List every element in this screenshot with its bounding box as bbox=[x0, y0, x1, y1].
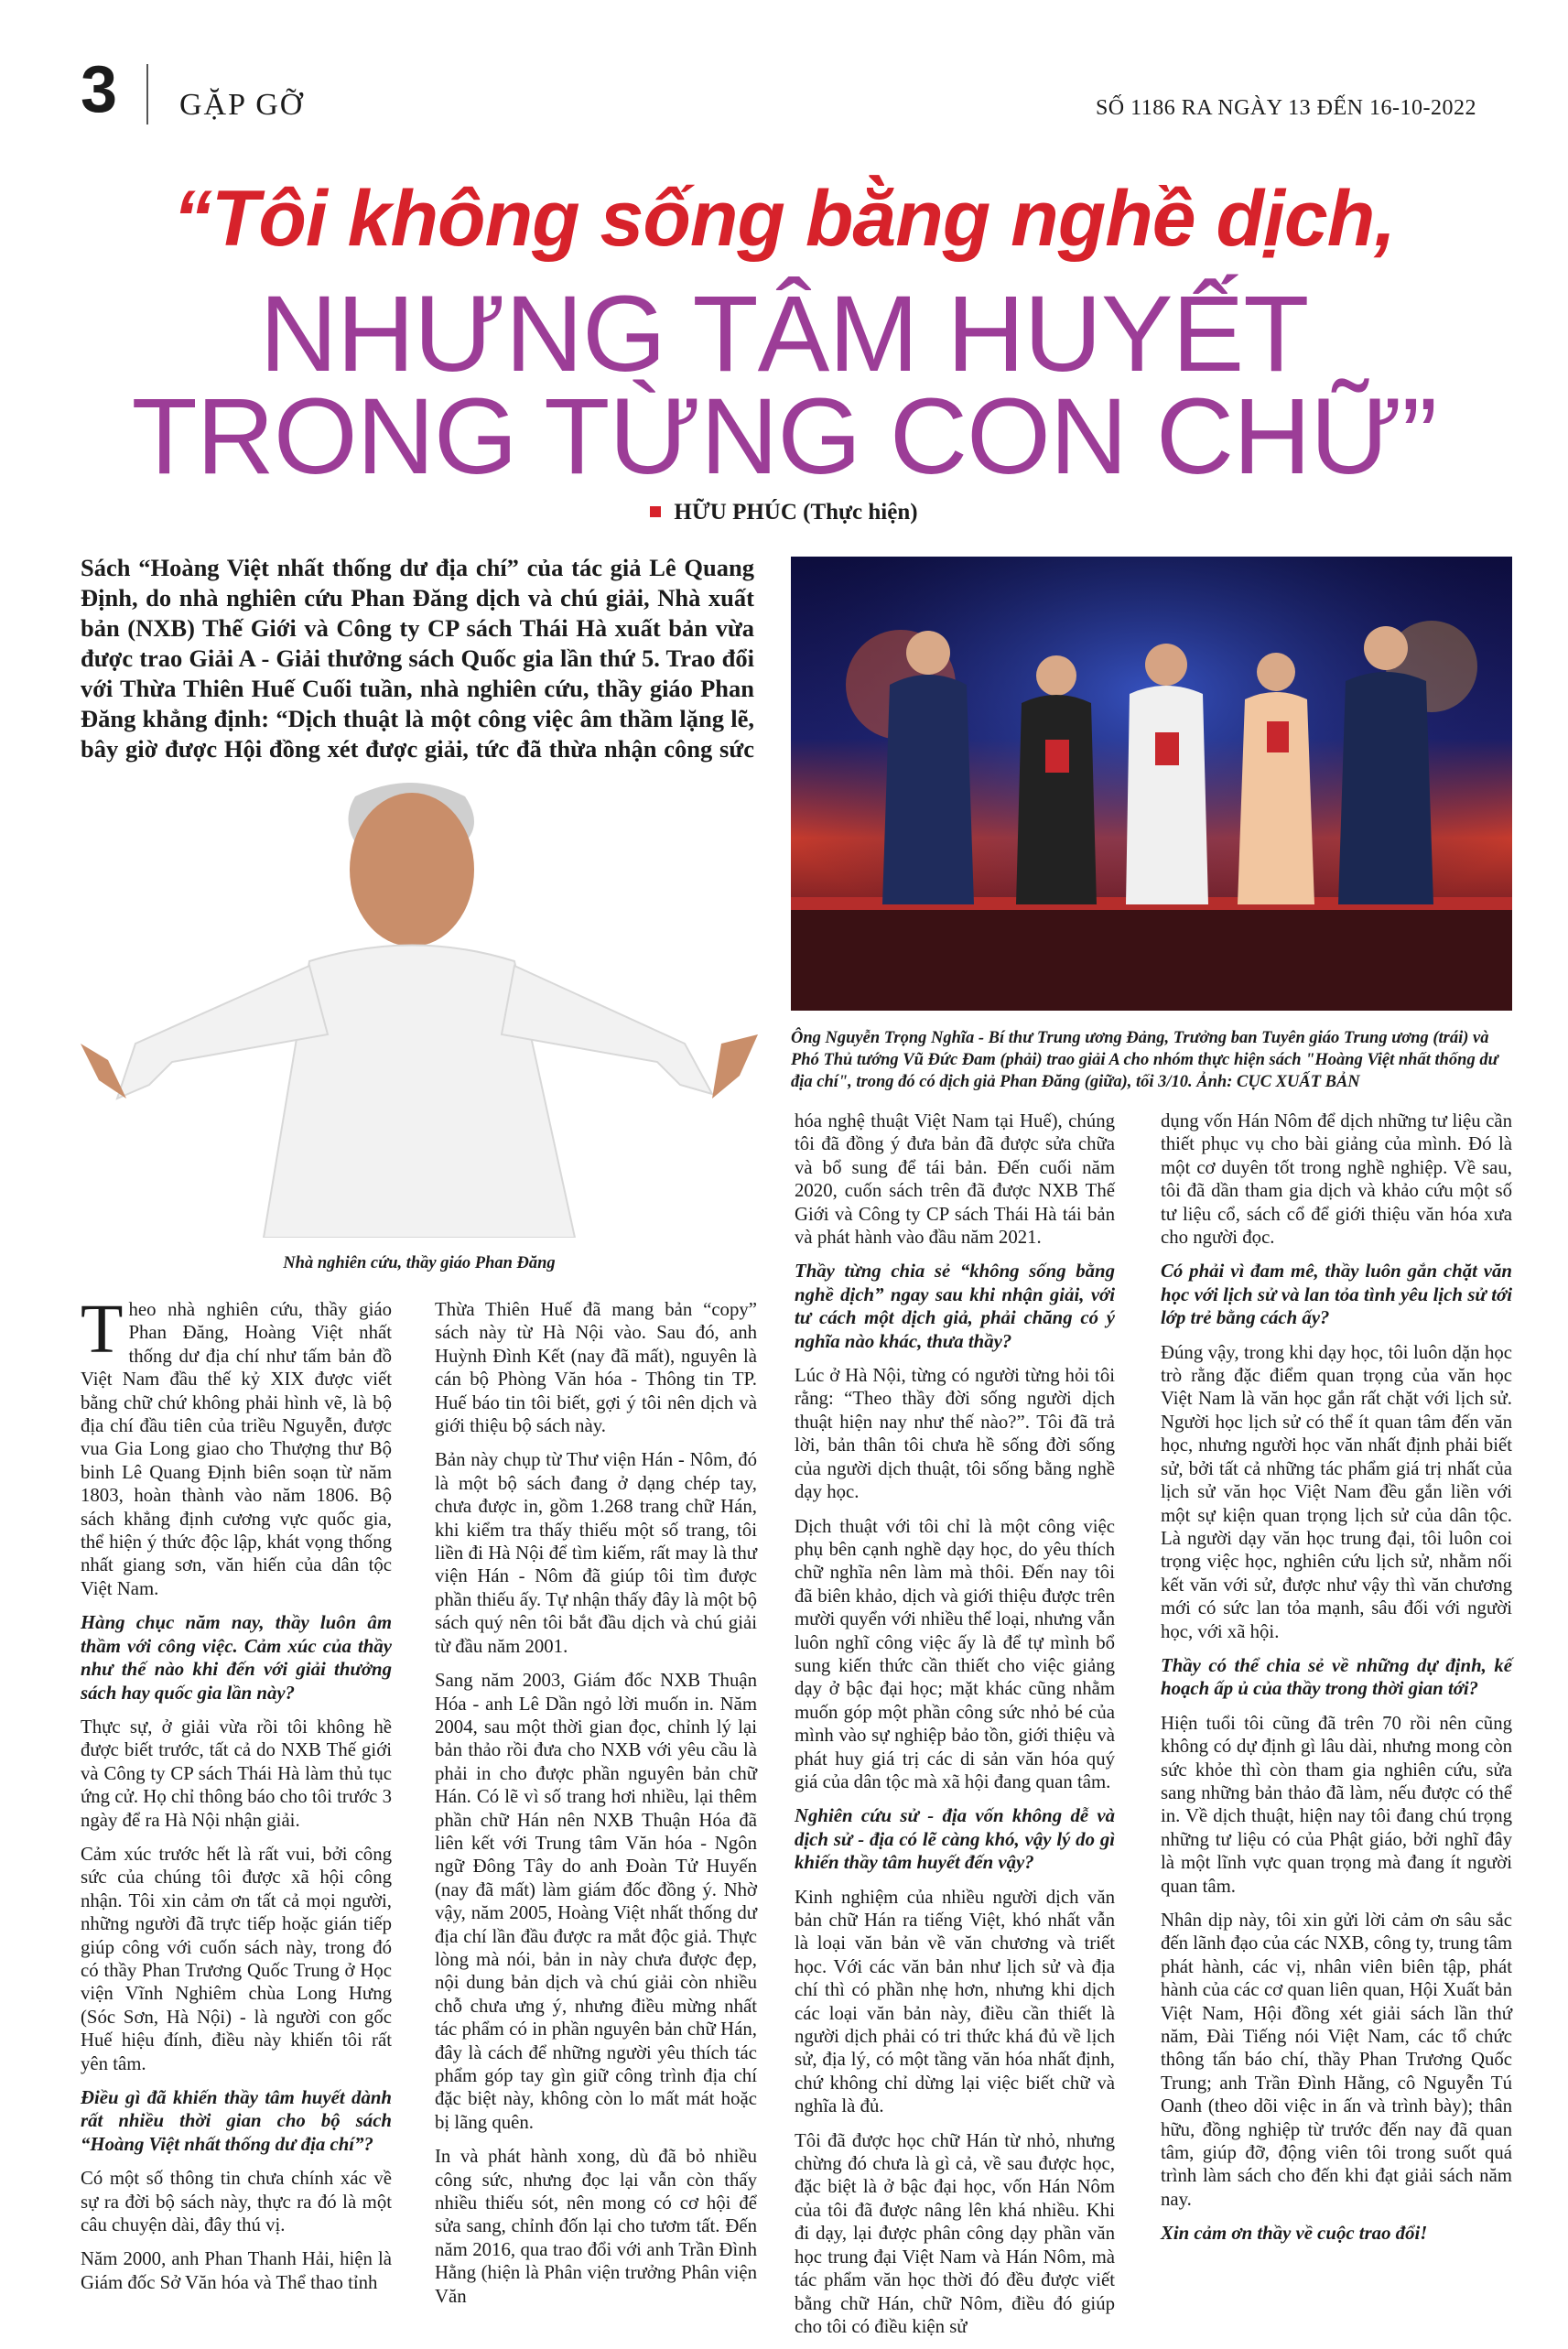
paragraph: Tôi đã được học chữ Hán từ nhỏ, nhưng chừng đó chưa là gì cả, về sau được học, đặc biệt là ở bậc đại học, vốn Hán Nôm của tôi đã được nâng lên khá nhiều. Khi đi dạy, lại được phân công dạy phần văn học trung đại Việt Nam và Hán Nôm, mà tác phẩm văn học thời đó đều được viết bằng chữ Hán, chữ Nôm, điều đó giúp cho tôi có điều kiện sử bbox=[795, 2129, 1115, 2337]
interview-question: Thầy có thể chia sẻ về những dự định, kế hoạch ấp ủ của thầy trong thời gian tới? bbox=[1161, 1654, 1512, 1700]
byline-text: HỮU PHÚC (Thực hiện) bbox=[674, 500, 918, 525]
interview-question: Có phải vì đam mê, thầy luôn gắn chặt văn học với lịch sử và lan tỏa tình yêu lịch sử tới lớp trẻ bằng cách ấy? bbox=[1161, 1261, 1512, 1329]
paragraph: Nhân dịp này, tôi xin gửi lời cảm ơn sâu sắc đến lãnh đạo của các NXB, công ty, trung tâm phát hành, các vị, nhân viên biên tập, phát hành của các cơ quan liên quan, Hội Xuất bản Việt Nam, Hội đồng xét giải sách lần thứ năm, Đài Tiếng nói Việt Nam, các tổ chức thông tấn báo chí, thầy Phan Trương Quốc Trung; anh Trần Đình Hằng, cô Nguyễn Tú Oanh (theo dõi việc in ấn và trình bày); thân hữu, đồng nghiệp từ trước đến nay đã quan tâm, giúp đỡ, động viên tôi trong suốt quá trình làm sách cho đến khi đạt giải sách năm nay. bbox=[1161, 1910, 1512, 2210]
paragraph: Thực sự, ở giải vừa rồi tôi không hề được biết trước, tất cả do NXB Thế giới và Công ty CP sách Thái Hà làm thủ tục ứng cử. Họ chỉ thông báo cho tôi trước 3 ngày để ra Hà Nội nhận giải. bbox=[81, 1716, 392, 1831]
closing-line: Xin cảm ơn thầy về cuộc trao đổi! bbox=[1161, 2223, 1428, 2245]
paragraph: Kinh nghiệm của nhiều người dịch văn bản chữ Hán ra tiếng Việt, khó nhất vẫn là loại văn bản về văn chương và triết học. Với các văn bản như lịch sử và địa chí thì có phần nhẹ hơn, nhưng khi dịch các loại văn bản này, điều cần thiết là người dịch phải có tri thức khá đủ về lịch sử, địa lý, có một tầng văn hóa nhất định, chứ không chỉ dừng lại việc biết chữ và nghĩa là đủ. bbox=[795, 1886, 1115, 2117]
portrait-photo bbox=[81, 769, 758, 1238]
byline bbox=[0, 500, 1568, 525]
award-ceremony-illustration bbox=[791, 557, 1512, 1011]
lead-paragraph: Sách “Hoàng Việt nhất thống dư địa chí” của tác giả Lê Quang Định, do nhà nghiên cứu Phan Đăng dịch và chú giải, Nhà xuất bản (NXB) Thế Giới và Công ty CP sách Thái Hà xuất bản vừa được trao Giải A - Giải thưởng sách Quốc gia lần thứ 5. Trao đổi với Thừa Thiên Huế Cuối tuần, nhà nghiên cứu, thầy giáo Phan Đăng khẳng định: “Dịch thuật là một công việc âm thầm lặng lẽ, bây giờ được Hội đồng xét được giải, tức đã thừa nhận công sức bbox=[81, 554, 754, 763]
interview-question: Hàng chục năm nay, thầy luôn âm thầm với công việc. Cảm xúc của thầy như thế nào khi đến với giải thưởng sách hay quốc gia lần này? bbox=[81, 1612, 392, 1704]
headline-line-3: TRONG TỪNG CON CHỮ” bbox=[131, 376, 1437, 497]
paragraph: In và phát hành xong, dù đã bỏ nhiều công sức, nhưng đọc lại vẫn còn thấy nhiều thiếu sót, nên mong có cơ hội để sửa sang, chỉnh đốn lại cho tươm tất. Đến năm 2016, qua trao đổi với anh Trần Đình Hằng (hiện là Phân viện trưởng Phân viện Văn bbox=[435, 2146, 757, 2307]
headline-line-2: NHƯNG TÂM HUYẾT bbox=[259, 274, 1309, 395]
award-photo-caption: Ông Nguyễn Trọng Nghĩa - Bí thư Trung ương Đảng, Trưởng ban Tuyên giáo Trung ương (trái) và Phó Thủ tướng Vũ Đức Đam (phải) trao giải A cho nhóm thực hiện sách "Hoàng Việt nhất thống dư địa chí", trong đó có dịch giả Phan Đăng (giữa), tối 3/10. Ảnh: CỤC XUẤT BẢN bbox=[791, 1029, 1498, 1091]
drop-cap: T bbox=[81, 1291, 124, 1368]
paragraph: Thừa Thiên Huế đã mang bản “copy” sách này từ Hà Nội vào. Sau đó, anh Huỳnh Đình Kết (nay đã mất), nguyên là cán bộ Phòng Văn hóa - Thông tin TP. Huế báo tin tôi biết, gợi ý tôi nên dịch và giới thiệu bộ sách này. bbox=[435, 1299, 757, 1437]
paragraph: Theo nhà nghiên cứu, thầy giáo Phan Đăng, Hoàng Việt nhất thống dư địa chí như tấm bản đồ Việt Nam đầu thế kỷ XIX được viết bằng chữ chứ không phải hình vẽ, là bộ địa chí đầu tiên của triều Nguyễn, được vua Gia Long giao cho Thượng thư Bộ binh Lê Quang Định biên soạn từ năm 1803, hoàn thành vào năm 1806. Bộ sách khẳng định cương vực quốc gia, thể hiện ý thức độc lập, khát vọng thống nhất giang sơn, văn hiến của dân tộc Việt Nam. bbox=[81, 1291, 392, 1599]
interview-question: Điều gì đã khiến thầy tâm huyết dành rất nhiều thời gian cho bộ sách “Hoàng Việt nhất thống dư địa chí”? bbox=[81, 2087, 392, 2155]
paragraph: Sang năm 2003, Giám đốc NXB Thuận Hóa - anh Lê Dần ngỏ lời muốn in. Năm 2004, sau một thời gian đọc, chỉnh lý lại bản thảo rồi đưa cho NXB với yêu cầu là phải in cho được phần nguyên bản chữ Hán. Có lẽ vì số trang hơi nhiều, lại thêm phần chữ Hán nên NXB Thuận Hóa đã liên kết với Trung tâm Văn hóa - Ngôn ngữ Đông Tây do anh Đoàn Tử Huyến (nay đã mất) làm giám đốc đồng ý. Nhờ vậy, năm 2005, Hoàng Việt nhất thống dư địa chí lần đầu được ra mắt độc giả. Thực lòng mà nói, bản in này chưa được đẹp, nội dung bản dịch và chú giải còn nhiều chỗ chưa ưng ý, nhưng điều mừng nhất tác phẩm có in phần nguyên bản chữ Hán, đây là cách để những người yêu thích tác phẩm góp tay gìn giữ công trình địa chí đặc biệt này, không còn lo mất mát hoặc bị lãng quên. bbox=[435, 1670, 757, 2133]
paragraph: Cảm xúc trước hết là rất vui, bởi công sức của chúng tôi được xã hội công nhận. Tôi xin cảm ơn tất cả mọi người, những người đã trực tiếp hoặc gián tiếp giúp công với cuốn sách này, trong đó có thầy Phan Trương Quốc Trung ở Học viện Vĩnh Nghiêm chùa Long Hưng (Sóc Sơn, Hà Nội) - là người con gốc Huế hiệu đính, điều này khiến tôi rất yên tâm. bbox=[81, 1843, 392, 2074]
paragraph: Bản này chụp từ Thư viện Hán - Nôm, đó là một bộ sách đang ở dạng chép tay, chưa được in, gồm 1.268 trang chữ Hán, khi kiểm tra thấy thiếu một số trang, tôi liền đi Hà Nội để tìm kiếm, rất may là thư viện Hán - Nôm đã giúp tôi tìm được phần thiếu ấy. Tự nhận thấy đây là một bộ sách quý nên tôi bắt đầu dịch và chú giải từ đầu năm 2001. bbox=[435, 1449, 757, 1657]
article-column-2 bbox=[435, 1298, 757, 2319]
headline-line-1: “Tôi không sống bằng nghề dịch, bbox=[172, 175, 1396, 263]
portrait-caption: Nhà nghiên cứu, thầy giáo Phan Đăng bbox=[283, 1254, 556, 1272]
award-ceremony-photo bbox=[791, 557, 1512, 1011]
portrait-illustration bbox=[81, 769, 758, 1238]
article-column-3 bbox=[795, 1110, 1115, 2349]
interview-question: Nghiên cứu sử - địa vốn không dễ và dịch sử - địa có lẽ càng khó, vậy lý do gì khiến thầy tâm huyết đến vậy? bbox=[795, 1805, 1115, 1874]
issue-info: SỐ 1186 RA NGÀY 13 ĐẾN 16-10-2022 bbox=[1095, 96, 1476, 120]
paragraph: Đúng vậy, trong khi dạy học, tôi luôn dặn học trò rằng đặc điểm quan trọng của văn học Việt Nam là văn học gắn rất chặt với lịch sử. Người học lịch sử có thể ít quan tâm đến văn học, nhưng người học văn nhất định phải biết sử, bởi tất cả những tác phẩm giá trị nhất của lịch sử văn học Việt Nam đều gắn liền với một sự kiện quan trọng lịch sử của dân tộc. Là người dạy văn học trung đại, tôi luôn coi trọng việc học, nghiên cứu lịch sử, nhằm nối kết văn với sử, được như vậy thì văn chương mới có sức lan tỏa mạnh, sâu đối với người học, với xã hội. bbox=[1161, 1341, 1512, 1642]
paragraph: dụng vốn Hán Nôm để dịch những tư liệu cần thiết phục vụ cho bài giảng của mình. Đó là một cơ duyên tốt trong nghề nghiệp. Về sau, tôi đã dần tham gia dịch và khảo cứu một số tư liệu cổ, sách cổ để giới thiệu văn hóa xưa cho người đọc. bbox=[1161, 1110, 1512, 1249]
header-divider bbox=[146, 64, 148, 124]
article-column-1 bbox=[81, 1291, 392, 2305]
section-name: GẶP GỠ bbox=[179, 88, 305, 122]
bullet-square-icon bbox=[650, 506, 661, 517]
interview-question: Thầy từng chia sẻ “không sống bằng nghề dịch” ngay sau khi nhận giải, với tư cách một dịch giả, phải chăng có ý nghĩa nào khác, thưa thầy? bbox=[795, 1261, 1115, 1352]
paragraph: Dịch thuật với tôi chỉ là một công việc phụ bên cạnh nghề dạy học, do yêu thích chữ nghĩa nên làm mà thôi. Đến nay tôi đã biên khảo, dịch và giới thiệu được trên mười quyển với nhiều thể loại, nhưng vẫn luôn nghĩ công việc ấy là để tự mình bổ sung kiến thức cần thiết cho việc giảng dạy ở bậc đại học; mặt khác cũng nhằm muốn góp một phần công sức nhỏ bé của mình vào sự nghiệp bảo tồn, giới thiệu và phát huy giá trị các di sản văn hóa quý giá của dân tộc mà xã hội đang quan tâm. bbox=[795, 1515, 1115, 1792]
paragraph: Hiện tuổi tôi cũng đã trên 70 rồi nên cũng không có dự định gì lâu dài, nhưng mong còn sức khỏe thì còn tham gia nghiên cứu, sửa sang những bản thảo đã làm, nếu được có thể in. Về dịch thuật, hiện nay tôi đang chú trọng những tư liệu có của Phật giáo, bởi nghĩ đây là một lĩnh vực quan trọng mà đang ít người quan tâm. bbox=[1161, 1712, 1512, 1897]
paragraph: Lúc ở Hà Nội, từng có người từng hỏi tôi rằng: “Theo thầy đời sống người dịch thuật hiện nay như thế nào?”. Tôi đã trả lời, bản thân tôi chưa hề sống đời sống của người dịch thuật, tôi sống bằng nghề dạy học. bbox=[795, 1365, 1115, 1503]
article-column-4 bbox=[1161, 1110, 1512, 2257]
paragraph: Có một số thông tin chưa chính xác về sự ra đời bộ sách này, thực ra đó là một câu chuyện dài, đây thú vị. bbox=[81, 2168, 392, 2236]
paragraph: hóa nghệ thuật Việt Nam tại Huế), chúng tôi đã đồng ý đưa bản đã được sửa chữa và bổ sung để tái bản. Đến cuối năm 2020, cuốn sách trên đã được NXB Thế Giới và Công ty CP sách Thái Hà tái bản và phát hành vào đầu năm 2021. bbox=[795, 1110, 1115, 1249]
paragraph: Năm 2000, anh Phan Thanh Hải, hiện là Giám đốc Sở Văn hóa và Thể thao tỉnh bbox=[81, 2248, 392, 2293]
page-number: 3 bbox=[81, 53, 118, 126]
